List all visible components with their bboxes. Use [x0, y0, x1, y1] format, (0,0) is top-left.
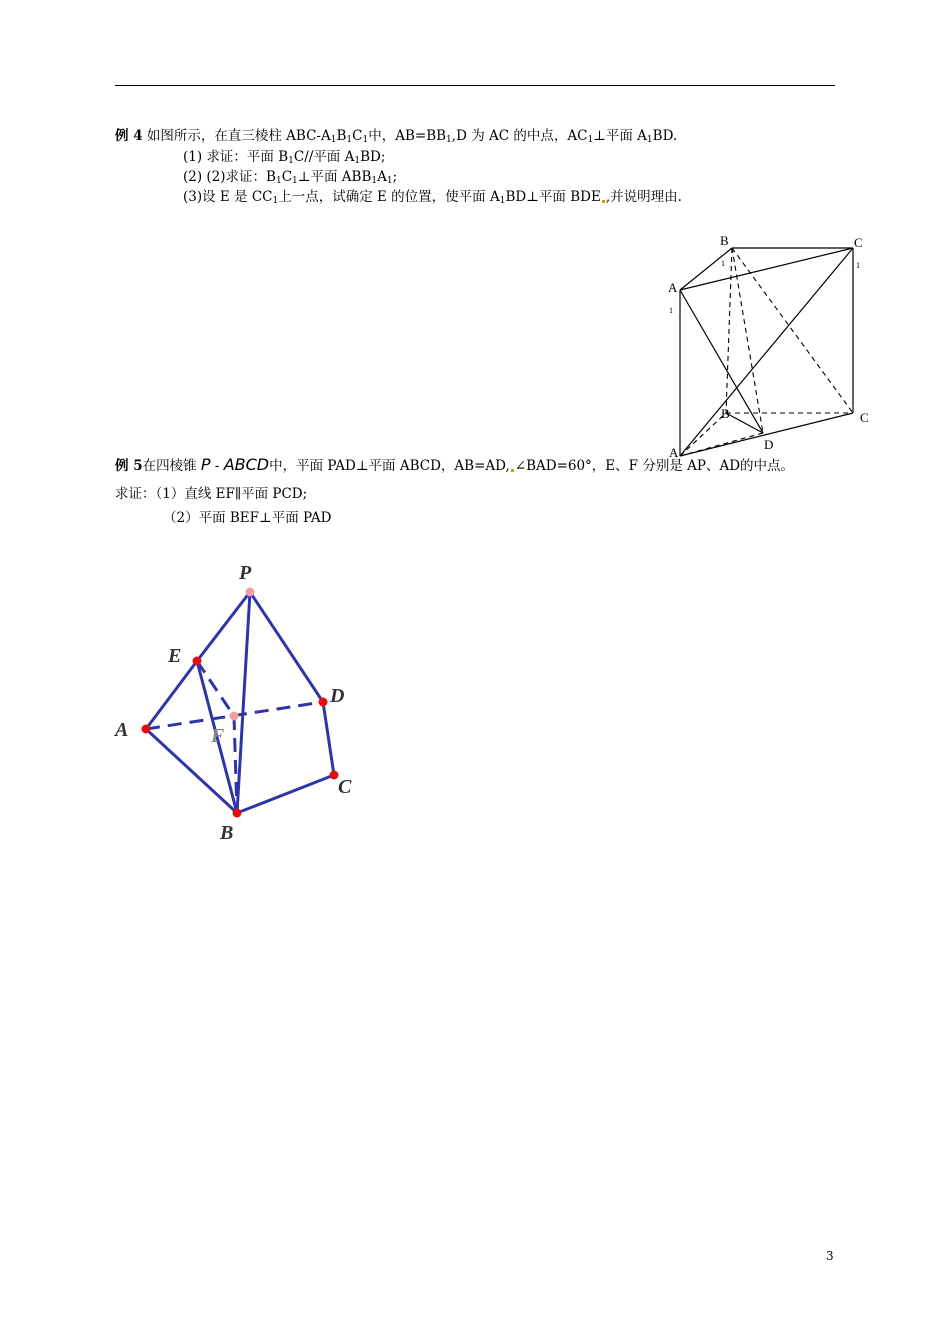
point-f: [230, 712, 239, 721]
ex4-title: 例 4: [115, 128, 143, 144]
edge-p-e: [197, 592, 250, 661]
edge-d-c: [323, 702, 334, 775]
ex4-stem: 例 4 如图所示，在直三棱柱 ABC-$A_1B_1C_1$中，$AB=BB_1,D$ 为 AC 的中点，$AC_1\perp$平面 $A_1BD$.: [115, 128, 678, 145]
label-f: F: [211, 725, 225, 747]
edge-p-d: [250, 592, 323, 702]
ex4-question-1: (1) 求证：平面 $B_1C//$平面 $A_1BD$;: [183, 149, 386, 166]
edge-e-f-hidden: [197, 661, 234, 716]
svg-text:1: 1: [669, 306, 673, 315]
label-a: A: [669, 445, 679, 460]
ex5-prove-2: （2）平面 BEF⊥平面 PAD: [163, 510, 332, 526]
svg-text:1: 1: [856, 261, 860, 270]
label-b: B: [721, 406, 730, 421]
edge-a-b-hidden: [680, 413, 726, 456]
label-a1: A: [668, 280, 678, 295]
edge-b1-b-hidden: [726, 248, 732, 413]
edge-p-b: [237, 592, 250, 813]
label-p: P: [239, 562, 252, 584]
label-a: A: [115, 719, 129, 741]
label-c: C: [338, 776, 352, 798]
point-b: [233, 809, 242, 818]
pyramid-figure: [110, 555, 370, 850]
ex5-title: 例 5: [115, 458, 143, 474]
edge-a-c1: [680, 248, 853, 456]
point-e: [193, 657, 202, 666]
label-d: D: [330, 685, 345, 707]
header-rule: [115, 85, 835, 86]
point-p: [246, 588, 255, 597]
ex4-question-3: (3)设 E 是 $CC_1$上一点，试确定 E 的位置，使平面 $A_1BD\perp$平面 BDE ,并说明理由.: [183, 189, 682, 206]
ex5-prove-1: 求证：（1）直线 EF∥平面 PCD;: [115, 486, 308, 502]
prism-figure: [660, 228, 880, 463]
edge-b-c: [237, 775, 334, 813]
point-d: [319, 698, 328, 707]
label-c: C: [860, 410, 869, 425]
label-c1: C: [854, 235, 863, 250]
svg-text:1: 1: [721, 259, 725, 268]
label-d: D: [764, 437, 774, 452]
page-number: 3: [826, 1249, 834, 1263]
edge-a-d-hidden: [680, 433, 763, 456]
label-b: B: [220, 822, 234, 844]
ex4-question-2: (2) (2)求证：$B_1C_1\perp$平面 $ABB_1A_1$;: [183, 169, 398, 186]
label-e: E: [168, 645, 182, 667]
point-a: [142, 725, 151, 734]
edge-e-a: [146, 661, 197, 729]
edge-b1-c-hidden: [732, 248, 853, 413]
label-b1: B: [720, 233, 729, 248]
ex5-stem: 例 5在四棱锥 P - ABCD中，平面 PAD⊥平面 ABCD，AB=AD, ∠BAD=60°，E、F 分别是 AP、AD的中点。: [115, 455, 795, 474]
